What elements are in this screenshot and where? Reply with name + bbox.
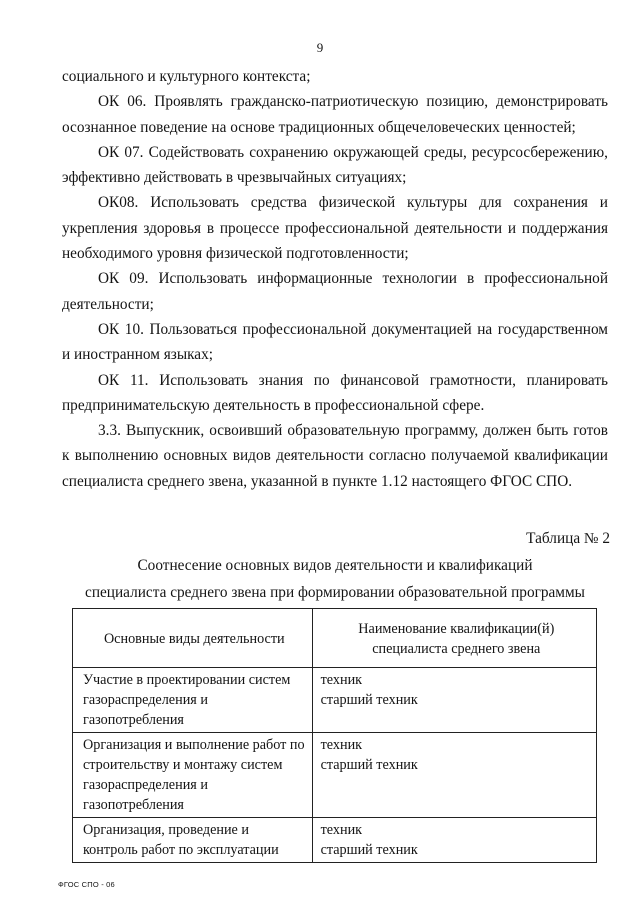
activity-cell: Организация и выполнение работ по строительству и монтажу систем газораспределения и газопотребления: [73, 733, 313, 818]
table-number: Таблица № 2: [526, 530, 610, 547]
qualification-item: техник: [320, 822, 363, 838]
header-qualification-line-2: специалиста среднего звена: [372, 641, 541, 657]
table-row: [73, 733, 597, 818]
qualifications-table: [72, 608, 597, 863]
activity-cell: Участие в проектировании систем газораспределения и газопотребления: [73, 668, 313, 733]
header-activities: [73, 609, 313, 668]
paragraph-ok-06: ОК 06. Проявлять гражданско-патриотическую позицию, демонстрировать осознанное поведение на основе традиционных общечеловеческих ценностей;: [62, 93, 608, 136]
qualification-item: техник: [320, 672, 363, 688]
activity-cell: Организация, проведение и контроль работ по эксплуатации: [73, 818, 313, 863]
qualification-cell: [312, 668, 596, 733]
paragraph-ok-07: ОК 07. Содействовать сохранению окружающей среды, ресурсосбережению, эффективно действовать в чрезвычайных ситуациях;: [62, 143, 608, 187]
paragraph-ok-09: ОК 09. Использовать информационные технологии в профессиональной деятельности;: [62, 270, 608, 313]
page-number: 9: [316, 40, 324, 55]
qualification-item: старший техник: [320, 757, 418, 773]
qualification-item: старший техник: [320, 692, 418, 708]
paragraph-ok-11: ОК 11. Использовать знания по финансовой грамотности, планировать предпринимательскую деятельность в профессиональной сфере.: [62, 371, 608, 414]
table-caption-line-2: специалиста среднего звена при формировании образовательной программы: [85, 584, 585, 601]
table-caption-line-1: Соотнесение основных видов деятельности и квалификаций: [137, 557, 533, 574]
footer-label: ФГОС СПО - 06: [58, 880, 115, 889]
body-text: [62, 64, 608, 494]
table-header-row: [73, 609, 597, 668]
qualification-item: техник: [320, 737, 363, 753]
paragraph-ok-10: ОК 10. Пользоваться профессиональной документацией на государственном и иностранном языках;: [62, 320, 608, 364]
header-qualification: [312, 609, 596, 668]
paragraph-ok-08: ОК08. Использовать средства физической культуры для сохранения и укрепления здоровья в процессе профессиональной деятельности и поддержания необходимого уровня физической подготовленности;: [62, 194, 608, 263]
qualification-cell: [312, 733, 596, 818]
header-qualification-line-1: Наименование квалификации(й): [358, 621, 555, 637]
qualification-item: старший техник: [320, 842, 418, 858]
qualification-cell: [312, 818, 596, 863]
header-activities-label: Основные виды деятельности: [103, 631, 285, 647]
paragraph-3-3: 3.3. Выпускник, освоивший образовательную программу, должен быть готов к выполнению основных видов деятельности согласно получаемой квалификации специалиста среднего звена, указанной в пункте 1.12 настоящего ФГОС СПО.: [62, 422, 608, 490]
table-row: [73, 818, 597, 863]
table-row: [73, 668, 597, 733]
table-caption: [62, 552, 608, 606]
paragraph-continuation: социального и культурного контекста;: [62, 68, 311, 85]
